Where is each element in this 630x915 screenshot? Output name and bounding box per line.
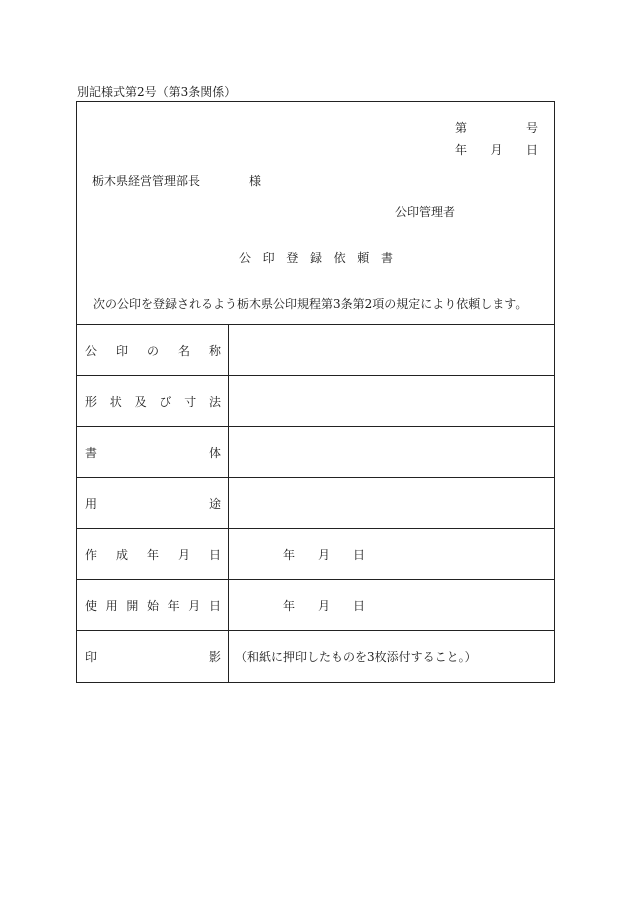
label-char: 公: [85, 343, 98, 358]
request-body-text: 次の公印を登録されるよう栃木県公印規程第3条第2項の規定により依頼します。: [93, 297, 528, 311]
title-char: 登: [286, 251, 299, 265]
label-char: 使: [85, 598, 98, 613]
label-char: 日: [208, 598, 221, 613]
number-prefix: 第: [455, 121, 468, 135]
label-char: 用: [105, 598, 118, 613]
document-date-line: [455, 141, 538, 158]
date-char: 年: [283, 598, 296, 613]
document-title: [239, 249, 393, 266]
label-char: 始: [146, 598, 159, 613]
form-header: [77, 102, 554, 325]
row-label: [85, 427, 221, 477]
label-char: び: [159, 394, 172, 409]
honorific: 様: [249, 174, 262, 188]
date-year: 年: [455, 143, 468, 157]
row-label: [85, 529, 221, 579]
row-label: [85, 580, 221, 630]
label-char: 形: [85, 394, 98, 409]
label-char: 法: [208, 394, 221, 409]
table-row-start-date: [77, 580, 554, 631]
label-char: 開: [126, 598, 139, 613]
label-char: 及: [134, 394, 147, 409]
date-month: 月: [490, 143, 503, 157]
label-char: 寸: [184, 394, 197, 409]
row-label: [85, 631, 221, 682]
label-char: 年: [167, 598, 180, 613]
row-label: [85, 478, 221, 528]
table-row-shape-size: [77, 376, 554, 427]
date-char: 月: [317, 598, 330, 613]
label-char: 年: [146, 547, 159, 562]
number-suffix: 号: [525, 121, 538, 135]
seal-impression-note: （和紙に押印したものを3枚添付すること。）: [235, 650, 477, 664]
title-char: 依: [333, 251, 346, 265]
label-char: 体: [208, 445, 221, 460]
form-number-label: 別記様式第2号（第3条関係）: [77, 85, 237, 99]
label-char: 名: [177, 343, 190, 358]
addressee: 栃木県経営管理部長: [92, 174, 201, 188]
label-char: 途: [208, 496, 221, 511]
sender: 公印管理者: [395, 205, 456, 219]
row-label: [85, 325, 221, 375]
title-char: 録: [309, 251, 322, 265]
label-char: 作: [85, 547, 98, 562]
table-row-seal-name: [77, 325, 554, 376]
request-form: [76, 101, 555, 683]
title-char: 公: [239, 251, 252, 265]
document-number-line: [455, 119, 538, 136]
label-char: 月: [188, 598, 201, 613]
label-char: 用: [85, 496, 98, 511]
date-char: 日: [352, 547, 365, 562]
label-char: 印: [115, 343, 128, 358]
title-char: 印: [262, 251, 275, 265]
label-char: 月: [177, 547, 190, 562]
label-char: 状: [109, 394, 122, 409]
start-date-field[interactable]: [283, 580, 365, 630]
date-char: 月: [317, 547, 330, 562]
label-char: 成: [115, 547, 128, 562]
title-char: 頼: [357, 251, 370, 265]
title-char: 書: [380, 251, 393, 265]
date-day: 日: [525, 143, 538, 157]
label-char: 印: [85, 650, 98, 664]
label-char: 影: [208, 650, 221, 664]
date-char: 日: [352, 598, 365, 613]
row-label: [85, 376, 221, 426]
table-row-seal-impression: [77, 631, 554, 682]
table-row-typeface: [77, 427, 554, 478]
table-row-creation-date: [77, 529, 554, 580]
label-char: の: [146, 343, 159, 358]
date-char: 年: [283, 547, 296, 562]
label-char: 日: [208, 547, 221, 562]
label-char: 称: [208, 343, 221, 358]
table-row-purpose: [77, 478, 554, 529]
label-char: 書: [85, 445, 98, 460]
creation-date-field[interactable]: [283, 529, 365, 579]
